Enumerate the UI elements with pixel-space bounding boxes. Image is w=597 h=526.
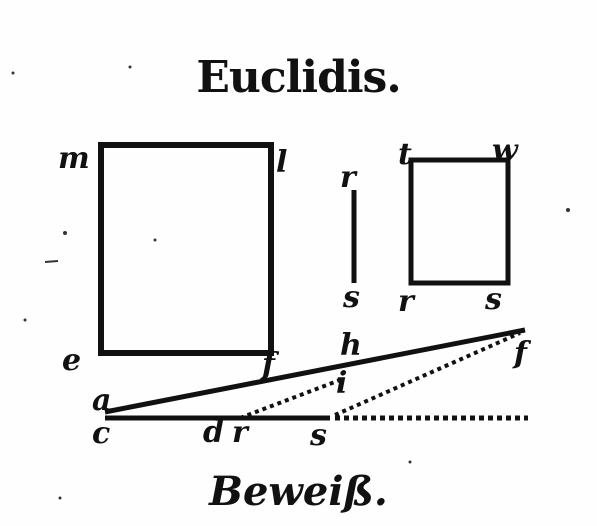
speck: [409, 461, 412, 464]
speck: [63, 231, 67, 235]
label-l: l: [276, 145, 288, 180]
label-s-small: s: [485, 282, 502, 317]
label-i: i: [336, 366, 348, 401]
large-rectangle: [101, 145, 271, 353]
dotted-line-di: [240, 380, 340, 418]
label-m: m: [58, 141, 90, 176]
speck: [45, 261, 58, 262]
label-f-line: f: [514, 336, 527, 371]
label-a: a: [92, 383, 112, 418]
label-h: h: [340, 328, 362, 363]
proof-caption: Beweiß.: [209, 468, 388, 515]
label-e: e: [62, 343, 82, 378]
label-d: d: [203, 415, 224, 450]
small-rectangle: [411, 160, 508, 283]
label-r-top: r: [340, 160, 356, 195]
label-s-base: s: [310, 418, 327, 453]
label-f-rect: f: [262, 347, 275, 382]
speck: [24, 319, 27, 322]
label-r-small: r: [398, 284, 414, 319]
label-c: c: [92, 416, 111, 451]
speck: [12, 72, 15, 75]
speck: [129, 66, 132, 69]
speck: [566, 208, 570, 212]
label-t: t: [398, 137, 412, 172]
label-s-mid: s: [343, 280, 360, 315]
line-af: [105, 330, 525, 412]
label-r-base: r: [232, 415, 248, 450]
page-title: Euclidis.: [196, 52, 401, 103]
speck: [154, 239, 157, 242]
dotted-line-sf: [335, 333, 520, 415]
label-w: w: [492, 133, 518, 168]
